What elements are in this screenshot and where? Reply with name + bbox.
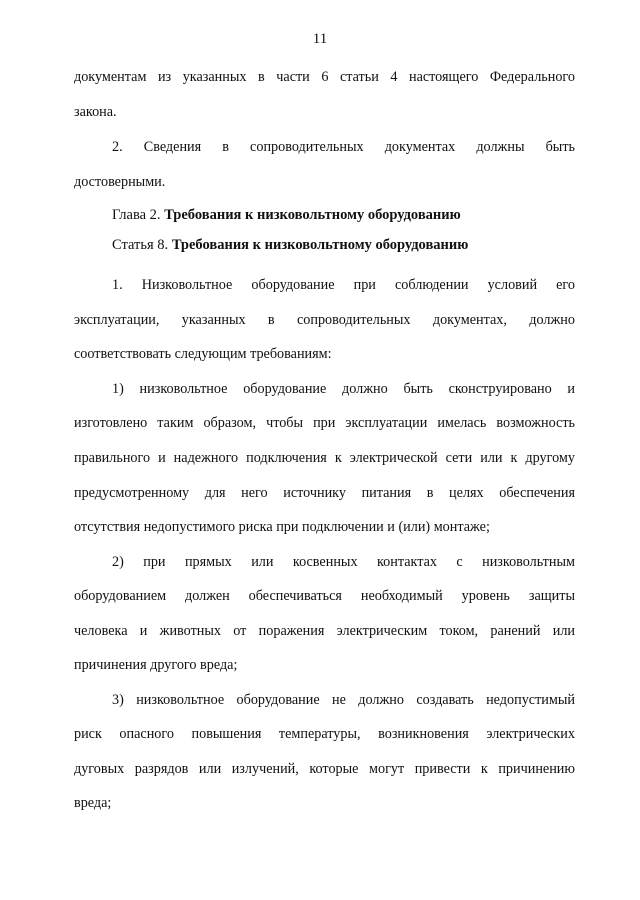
text-line: эксплуатации, указанных в сопроводительных документах, должно	[74, 312, 575, 328]
text-line: 1) низковольтное оборудование должно быть сконструировано и	[112, 381, 575, 397]
text-line: правильного и надежного подключения к электрической сети или к другому	[74, 450, 575, 466]
article-heading	[112, 236, 575, 254]
text-line: риск опасного повышения температуры, возникновения электрических	[74, 726, 575, 742]
text-line: соответствовать следующим требованиям:	[74, 346, 332, 362]
text-line: отсутствия недопустимого риска при подключении и (или) монтаже;	[74, 519, 490, 535]
chapter-title: Требования к низковольтному оборудованию	[164, 207, 461, 223]
text-line: причинения другого вреда;	[74, 657, 238, 673]
text-line: 2) при прямых или косвенных контактах с низковольтным	[112, 554, 575, 570]
chapter-heading	[112, 206, 575, 224]
article-prefix: Статья 8.	[112, 237, 169, 253]
article-title: Требования к низковольтному оборудованию	[171, 237, 469, 253]
text-line: изготовлено таким образом, чтобы при эксплуатации имелась возможность	[74, 415, 575, 431]
text-line: человека и животных от поражения электрическим током, ранений или	[74, 623, 575, 639]
text-line: вреда;	[74, 795, 112, 811]
text-line: 1. Низковольтное оборудование при соблюдении условий его	[112, 277, 575, 293]
text-line: оборудованием должен обеспечиваться необходимый уровень защиты	[74, 588, 575, 604]
text-line: дуговых разрядов или излучений, которые могут привести к причинению	[74, 761, 575, 777]
text-line: предусмотренному для него источнику питания в целях обеспечения	[74, 485, 575, 501]
text-line: документам из указанных в части 6 статьи 4 настоящего Федерального	[74, 69, 575, 85]
text-line: закона.	[74, 104, 117, 120]
page-number: 11	[312, 31, 328, 47]
text-line: достоверными.	[74, 174, 166, 190]
chapter-prefix: Глава 2.	[112, 207, 161, 223]
text-line: 3) низковольтное оборудование не должно создавать недопустимый	[112, 692, 575, 708]
text-line: 2. Сведения в сопроводительных документах должны быть	[112, 139, 575, 155]
